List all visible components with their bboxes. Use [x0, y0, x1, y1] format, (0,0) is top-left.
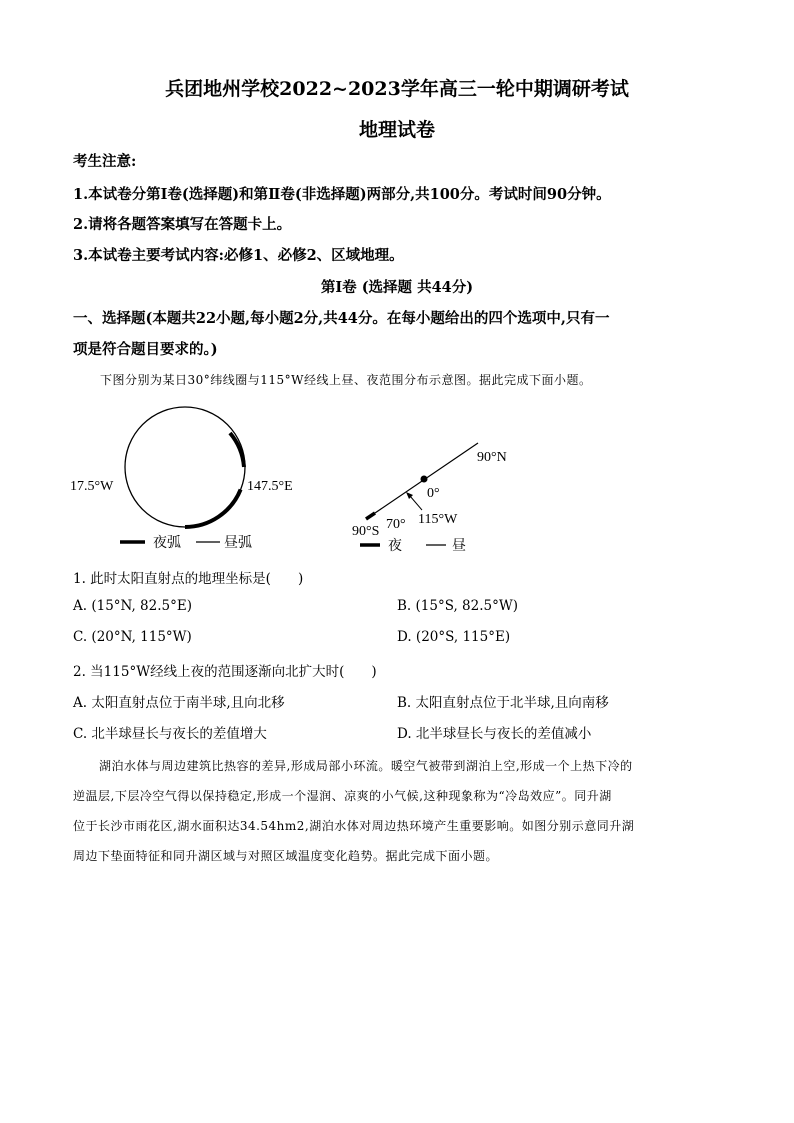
question-2-option-a: A. 太阳直射点位于南半球,且向北移 [73, 695, 285, 711]
question-2-option-b: B. 太阳直射点位于北半球,且向南移 [397, 695, 609, 711]
meridian-line-night [366, 513, 375, 519]
legend-right-night-label: 夜 [388, 539, 402, 554]
angle-label: 70° [386, 517, 406, 532]
line-center-label: 0° [427, 486, 440, 501]
notice-item-2: 2.请将各题答案填写在答题卡上。 [73, 216, 292, 233]
section-instruction-2: 项是符合题目要求的。) [73, 341, 218, 358]
legend-day-label: 昼弧 [224, 536, 252, 551]
passage-line-1: 湖泊水体与周边建筑比热容的差异,形成局部小环流。暖空气被带到湖泊上空,形成一个上热下冷的 [99, 759, 633, 773]
question-1-stem: 1. 此时太阳直射点的地理坐标是( ) [73, 571, 304, 587]
intro-text: 下图分别为某日30°纬线圈与115°W经线上昼、夜范围分布示意图。据此完成下面小题。 [100, 373, 592, 387]
question-2-stem: 2. 当115°W经线上夜的范围逐渐向北扩大时( ) [73, 664, 377, 680]
notice-item-1: 1.本试卷分第Ⅰ卷(选择题)和第Ⅱ卷(非选择题)两部分,共100分。考试时间90分钟。 [73, 186, 611, 203]
notice-item-3: 3.本试卷主要考试内容:必修1、必修2、区域地理。 [73, 247, 404, 264]
line-bottom-label: 90°S [352, 524, 380, 539]
legend-night-label: 夜弧 [153, 536, 181, 551]
circle-right-label: 147.5°E [247, 479, 293, 494]
question-2-option-d: D. 北半球昼长与夜长的差值减小 [397, 726, 592, 742]
passage-line-2: 逆温层,下层冷空气得以保持稳定,形成一个湿润、凉爽的小气候,这种现象称为“冷岛效应”。同升湖 [73, 789, 612, 803]
question-2-option-c: C. 北半球昼长与夜长的差值增大 [73, 726, 267, 742]
question-1-option-b: B. (15°S, 82.5°W) [397, 598, 518, 614]
question-1-option-a: A. (15°N, 82.5°E) [73, 598, 192, 614]
section-title: 第Ⅰ卷 (选择题 共44分) [320, 279, 474, 296]
meridian-label: 115°W [418, 512, 458, 527]
notice-heading: 考生注意: [73, 153, 137, 170]
equator-point [421, 476, 428, 483]
question-1-option-d: D. (20°S, 115°E) [397, 629, 511, 645]
section-instruction-1: 一、选择题(本题共22小题,每小题2分,共44分。在每小题给出的四个选项中,只有一 [73, 310, 610, 327]
meridian-arrow [410, 496, 422, 510]
passage-line-3: 位于长沙市雨花区,湖水面积达34.54hm2,湖泊水体对周边热环境产生重要影响。如图分别示意同升湖 [73, 819, 635, 833]
line-top-label: 90°N [477, 450, 507, 465]
day-night-figure [60, 395, 510, 560]
page-title: 兵团地州学校2022~2023学年高三一轮中期调研考试 [165, 78, 629, 100]
legend-right-day-label: 昼 [452, 539, 466, 554]
circle-left-label: 17.5°W [70, 479, 114, 494]
night-arc [185, 490, 241, 528]
passage-line-4: 周边下垫面特征和同升湖区域与对照区域温度变化趋势。据此完成下面小题。 [73, 849, 499, 863]
question-1-option-c: C. (20°N, 115°W) [73, 629, 192, 645]
page-subtitle: 地理试卷 [358, 119, 435, 141]
